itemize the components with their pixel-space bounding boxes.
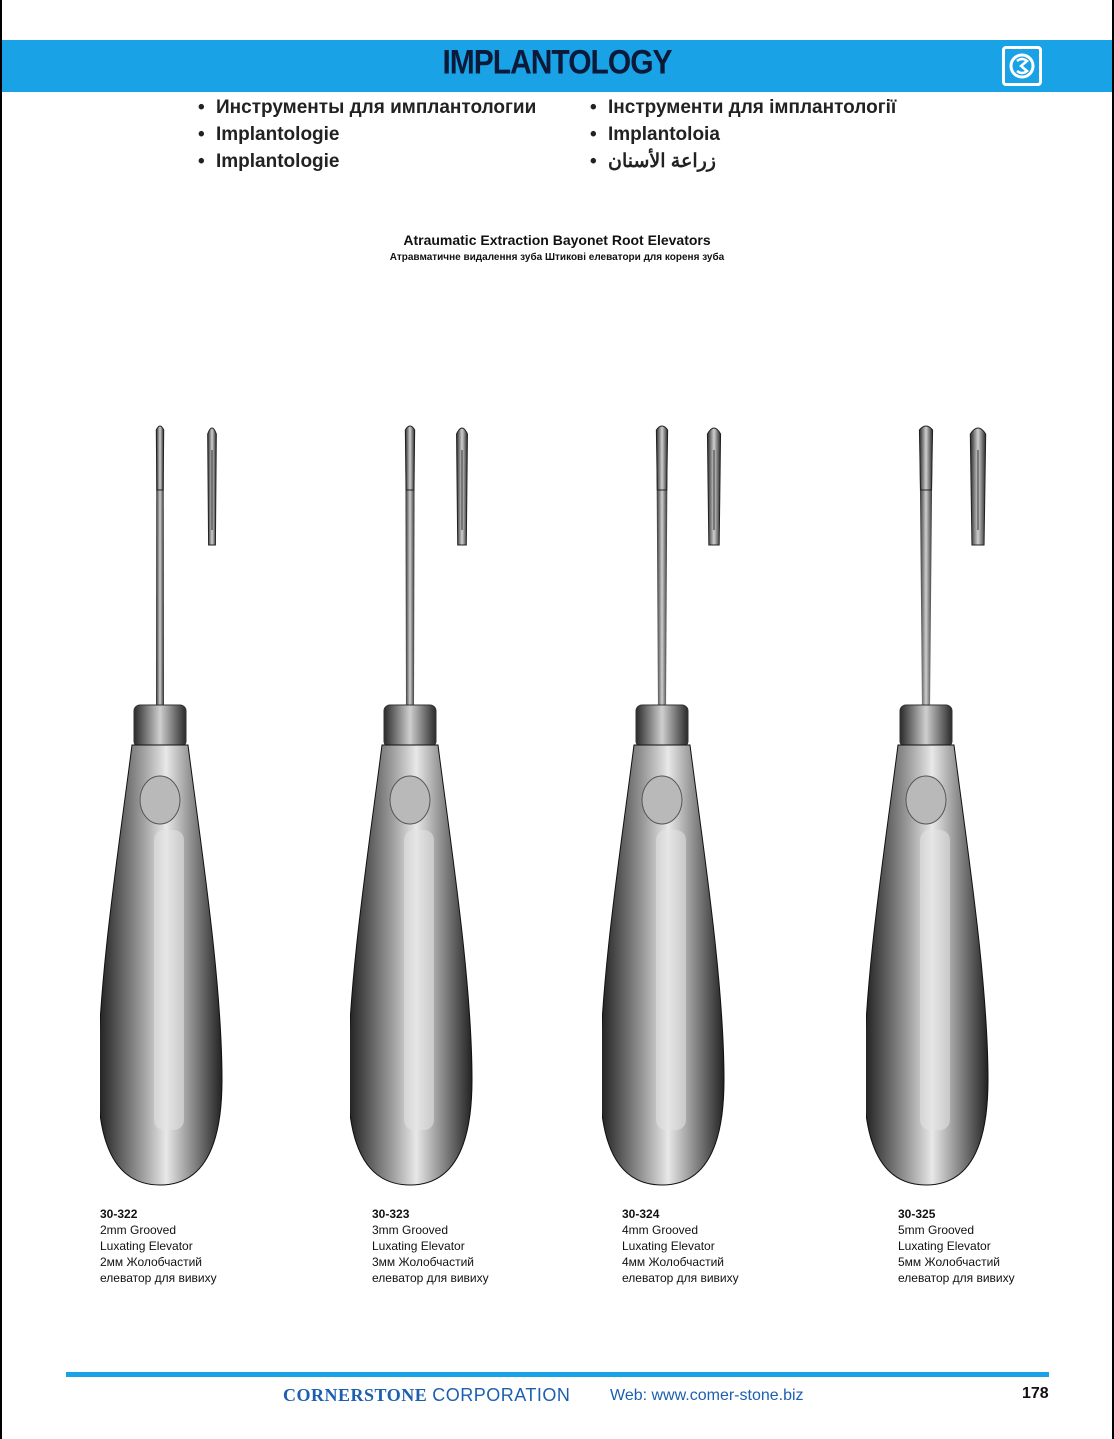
product-desc-line: елеватор для вивиху <box>898 1271 1015 1285</box>
product-card <box>100 420 320 1300</box>
elevator-tip <box>156 426 163 490</box>
elevator-instrument-image <box>602 420 822 1200</box>
product-desc-line: елеватор для вивиху <box>100 1271 217 1285</box>
product-caption <box>898 1206 1114 1286</box>
product-desc-line: елеватор для вивиху <box>372 1271 489 1285</box>
product-desc-line: 3mm Grooved <box>372 1223 449 1237</box>
elevator-instrument-image <box>350 420 570 1200</box>
product-desc-line: Luxating Elevator <box>622 1239 715 1253</box>
company-name-bold: CORNERSTONE <box>283 1385 428 1405</box>
product-code: 30-322 <box>100 1207 138 1221</box>
product-desc-line: 2mm Grooved <box>100 1223 177 1237</box>
language-item-russian: • Инструменты для имплантологии <box>198 97 537 118</box>
elevator-thumb-rest <box>906 776 946 824</box>
product-code: 30-324 <box>622 1207 660 1221</box>
elevator-tip <box>405 426 414 490</box>
product-desc-line: 4mm Grooved <box>622 1223 699 1237</box>
page-number: 178 <box>1022 1385 1049 1402</box>
section-subtitle: Атравматичне видалення зуба Штикові елеватори для кореня зуба <box>389 252 725 263</box>
product-caption <box>622 1206 842 1286</box>
product-desc-line: 5mm Grooved <box>898 1223 975 1237</box>
language-list-right <box>590 94 896 175</box>
footer-company-name <box>283 1385 570 1406</box>
elevator-ferrule <box>900 705 952 747</box>
language-item-italian: • Implantoloia <box>590 124 720 145</box>
cornerstone-logo-icon <box>1002 46 1042 86</box>
elevator-thumb-rest <box>390 776 430 824</box>
elevator-thumb-rest <box>140 776 180 824</box>
language-item-ukrainian: • Інструменти для імплантології <box>590 97 897 118</box>
elevator-ferrule <box>636 705 688 747</box>
elevator-instrument-image <box>866 420 1086 1200</box>
language-item-german: • Implantologie <box>198 124 340 145</box>
company-name-light: CORPORATION <box>432 1385 571 1405</box>
product-card <box>866 420 1086 1300</box>
elevator-handle-highlight <box>154 830 184 1130</box>
product-code: 30-325 <box>898 1207 936 1221</box>
product-desc-line: 5мм Жолобчастий <box>898 1255 1000 1269</box>
language-item-arabic: • زراعة الأسنان <box>590 151 716 172</box>
product-desc-line: 3мм Жолобчастий <box>372 1255 474 1269</box>
product-caption <box>100 1206 320 1286</box>
section-title: Atraumatic Extraction Bayonet Root Elevators <box>403 232 711 248</box>
product-desc-line: елеватор для вивиху <box>622 1271 739 1285</box>
footer-website-link[interactable]: Web: www.comer-stone.biz <box>610 1387 804 1404</box>
elevator-tip <box>919 426 932 490</box>
elevator-handle-highlight <box>920 830 950 1130</box>
product-code: 30-323 <box>372 1207 410 1221</box>
elevator-thumb-rest <box>642 776 682 824</box>
language-list-left <box>198 94 536 175</box>
product-desc-line: Luxating Elevator <box>898 1239 991 1253</box>
elevator-handle-highlight <box>404 830 434 1130</box>
page-border-left <box>0 0 2 1439</box>
product-caption <box>372 1206 592 1286</box>
language-item-french: • Implantologie <box>198 151 340 172</box>
page-title: IMPLANTOLOGY <box>442 43 672 82</box>
product-card <box>602 420 822 1300</box>
elevator-ferrule <box>384 705 436 747</box>
product-desc-line: 4мм Жолобчастий <box>622 1255 724 1269</box>
elevator-instrument-image <box>100 420 320 1200</box>
product-desc-line: Luxating Elevator <box>372 1239 465 1253</box>
elevator-tip <box>656 426 667 490</box>
product-card <box>350 420 570 1300</box>
product-desc-line: Luxating Elevator <box>100 1239 193 1253</box>
product-desc-line: 2мм Жолобчастий <box>100 1255 202 1269</box>
elevator-handle-highlight <box>656 830 686 1130</box>
elevator-ferrule <box>134 705 186 747</box>
footer-divider <box>66 1372 1049 1377</box>
